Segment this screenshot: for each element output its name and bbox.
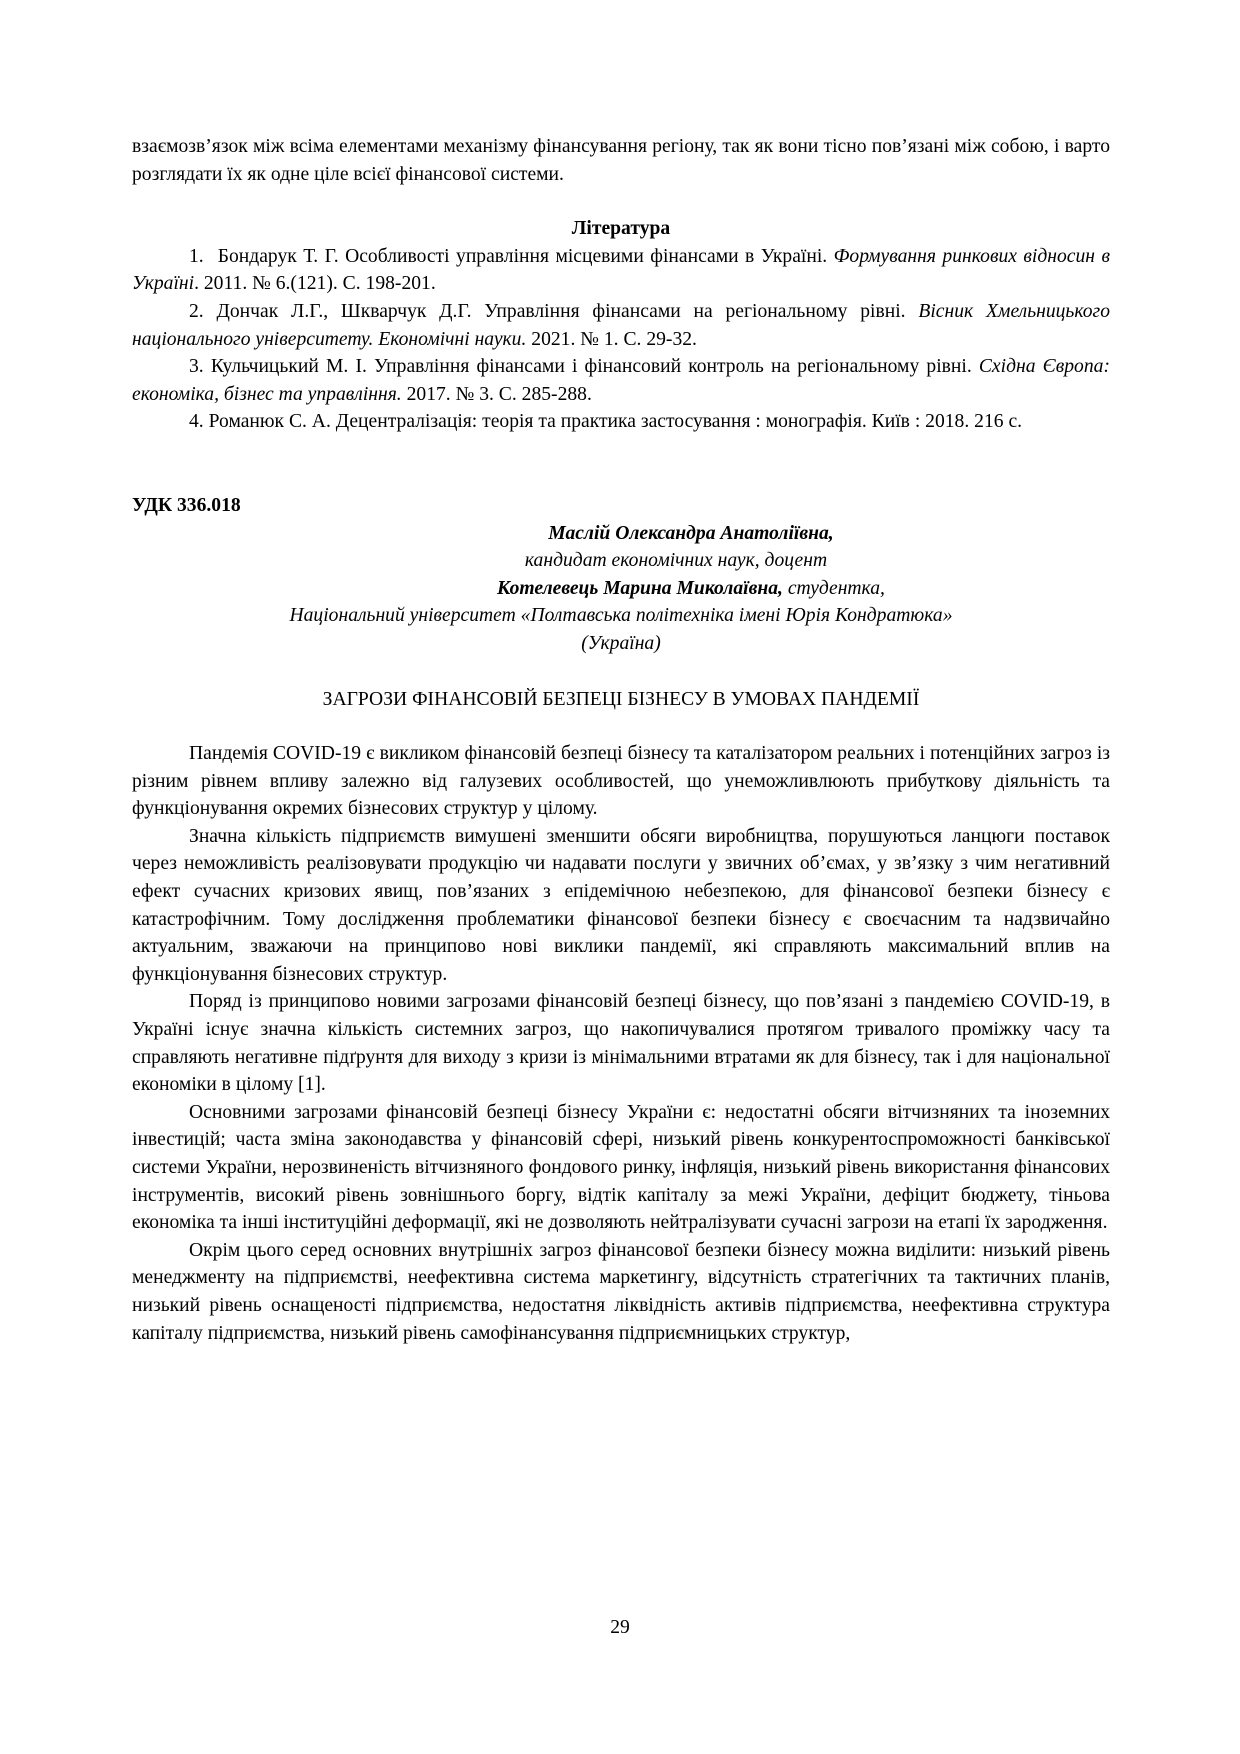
reference-authors-title: Дончак Л.Г., Шкварчук Д.Г. Управління фінансами на регіональному рівні. [216,300,906,322]
reference-item [132,408,1110,436]
udk-code: УДК 336.018 [132,494,241,516]
intro-continuation-paragraph: взаємозв’язок між всіма елементами механізму фінансування регіону, так як вони тісно пов’язані між собою, і варто розглядати їх як одне ціле всієї фінансової системи. [132,136,1110,185]
country: (Україна) [581,632,661,654]
body-paragraph: Окрім цього серед основних внутрішніх загроз фінансової безпеки бізнесу можна виділити: низький рівень менеджменту на підприємстві, неефективна система маркетингу, відсутність стратегічних та тактичних планів, низький рівень оснащеності підприємства, недостатня ліквідність активів підприємства, неефективна структура капіталу підприємства, низький рівень самофінансування підприємницьких структур, [132,1239,1110,1344]
reference-number: 3. [189,356,204,378]
body-paragraph: Пандемія COVID-19 є викликом фінансовій безпеці бізнесу та каталізатором реальних і потенційних загроз із різним рівнем впливу залежно від галузевих особливостей, що унеможливлюють прибуткову діяльність та функціонування окремих бізнесових структур у цілому. [132,743,1110,820]
reference-details: . 2011. № 6.(121). С. 198-201. [194,273,436,295]
reference-source: Формування ринкових відносин в Україні [132,245,1110,295]
reference-item [132,243,1110,298]
reference-item [132,298,1110,353]
author-name: Котелевець Марина Миколаївна, [497,577,783,599]
reference-number: 4. [189,411,204,433]
author-position: кандидат економічних наук, доцент [524,550,828,572]
literature-heading: Література [571,218,671,240]
author-block [132,520,1110,658]
reference-details: 2017. № 3. С. 285-288. [401,383,592,405]
body-paragraph: Основними загрозами фінансовій безпеці бізнесу України є: недостатні обсяги вітчизняних та іноземних інвестицій; часта зміна законодавства у фінансовій сфері, низький рівень конкурентоспроможності банківської системи України, нерозвиненість вітчизняного фондового ринку, інфляція, низький рівень використання фінансових інструментів, високий рівень зовнішнього боргу, відтік капіталу за межі України, дефіцит бюджету, тіньова економіка та інші інституційні деформації, які не дозволяють нейтралізувати сучасні загрози на етапі їх зародження. [132,1101,1110,1234]
body-paragraph: Значна кількість підприємств вимушені зменшити обсяги виробництва, порушуються ланцюги поставок через неможливість реалізовувати продукцію чи надавати послуги у звичних об’ємах, у зв’язку з чим негативний ефект сучасних кризових явищ, пов’язаних з епідемічною небезпекою, для фінансової безпеки бізнесу є катастрофічним. Тому дослідження проблематики фінансової безпеки бізнесу є своєчасним та надзвичайно актуальним, зважаючи на принципово нові виклики пандемії, які справляють максимальний вплив на функціонування бізнесових структур. [132,825,1110,985]
document-page [132,133,1110,1347]
author-position: студентка, [787,577,885,599]
reference-list [132,243,1110,436]
page-number: 29 [610,1617,630,1638]
reference-authors-title: Кульчицький М. І. Управління фінансами і фінансовий контроль на регіональному рівні. [210,356,972,378]
reference-number: 2. [189,300,204,322]
reference-authors-title: Бондарук Т. Г. Особливості управління місцевими фінансами в Україні. [217,245,828,267]
author-name: Маслій Олександра Анатоліївна, [548,522,834,544]
body-paragraph: Поряд із принципово новими загрозами фінансовій безпеці бізнесу, що пов’язані з пандемією COVID-19, в Україні існує значна кількість системних загроз, що накопичувалися протягом тривалого проміжку часу та справляють негативне підґрунтя для виходу з кризи із мінімальними втратами як для бізнесу, так і для національної економіки в цілому [1]. [132,991,1110,1096]
article-body [132,740,1110,1347]
reference-details: 2021. № 1. С. 29-32. [526,328,697,350]
reference-item [132,353,1110,408]
reference-number: 1. [189,245,204,267]
reference-source: Східна Європа: економіка, бізнес та управління. [132,356,1110,405]
reference-authors-title: Романюк С. А. Децентралізація: теорія та практика застосування : монографія. Київ : 2018. 216 с. [208,411,1023,433]
reference-source: Вісник Хмельницького національного університету. Економічні науки. [132,300,1110,350]
article-title: ЗАГРОЗИ ФІНАНСОВІЙ БЕЗПЕЦІ БІЗНЕСУ В УМОВАХ ПАНДЕМІЇ [322,688,920,710]
author-line [132,575,1110,603]
affiliation: Національний університет «Полтавська політехніка імені Юрія Кондратюка» [289,605,953,627]
